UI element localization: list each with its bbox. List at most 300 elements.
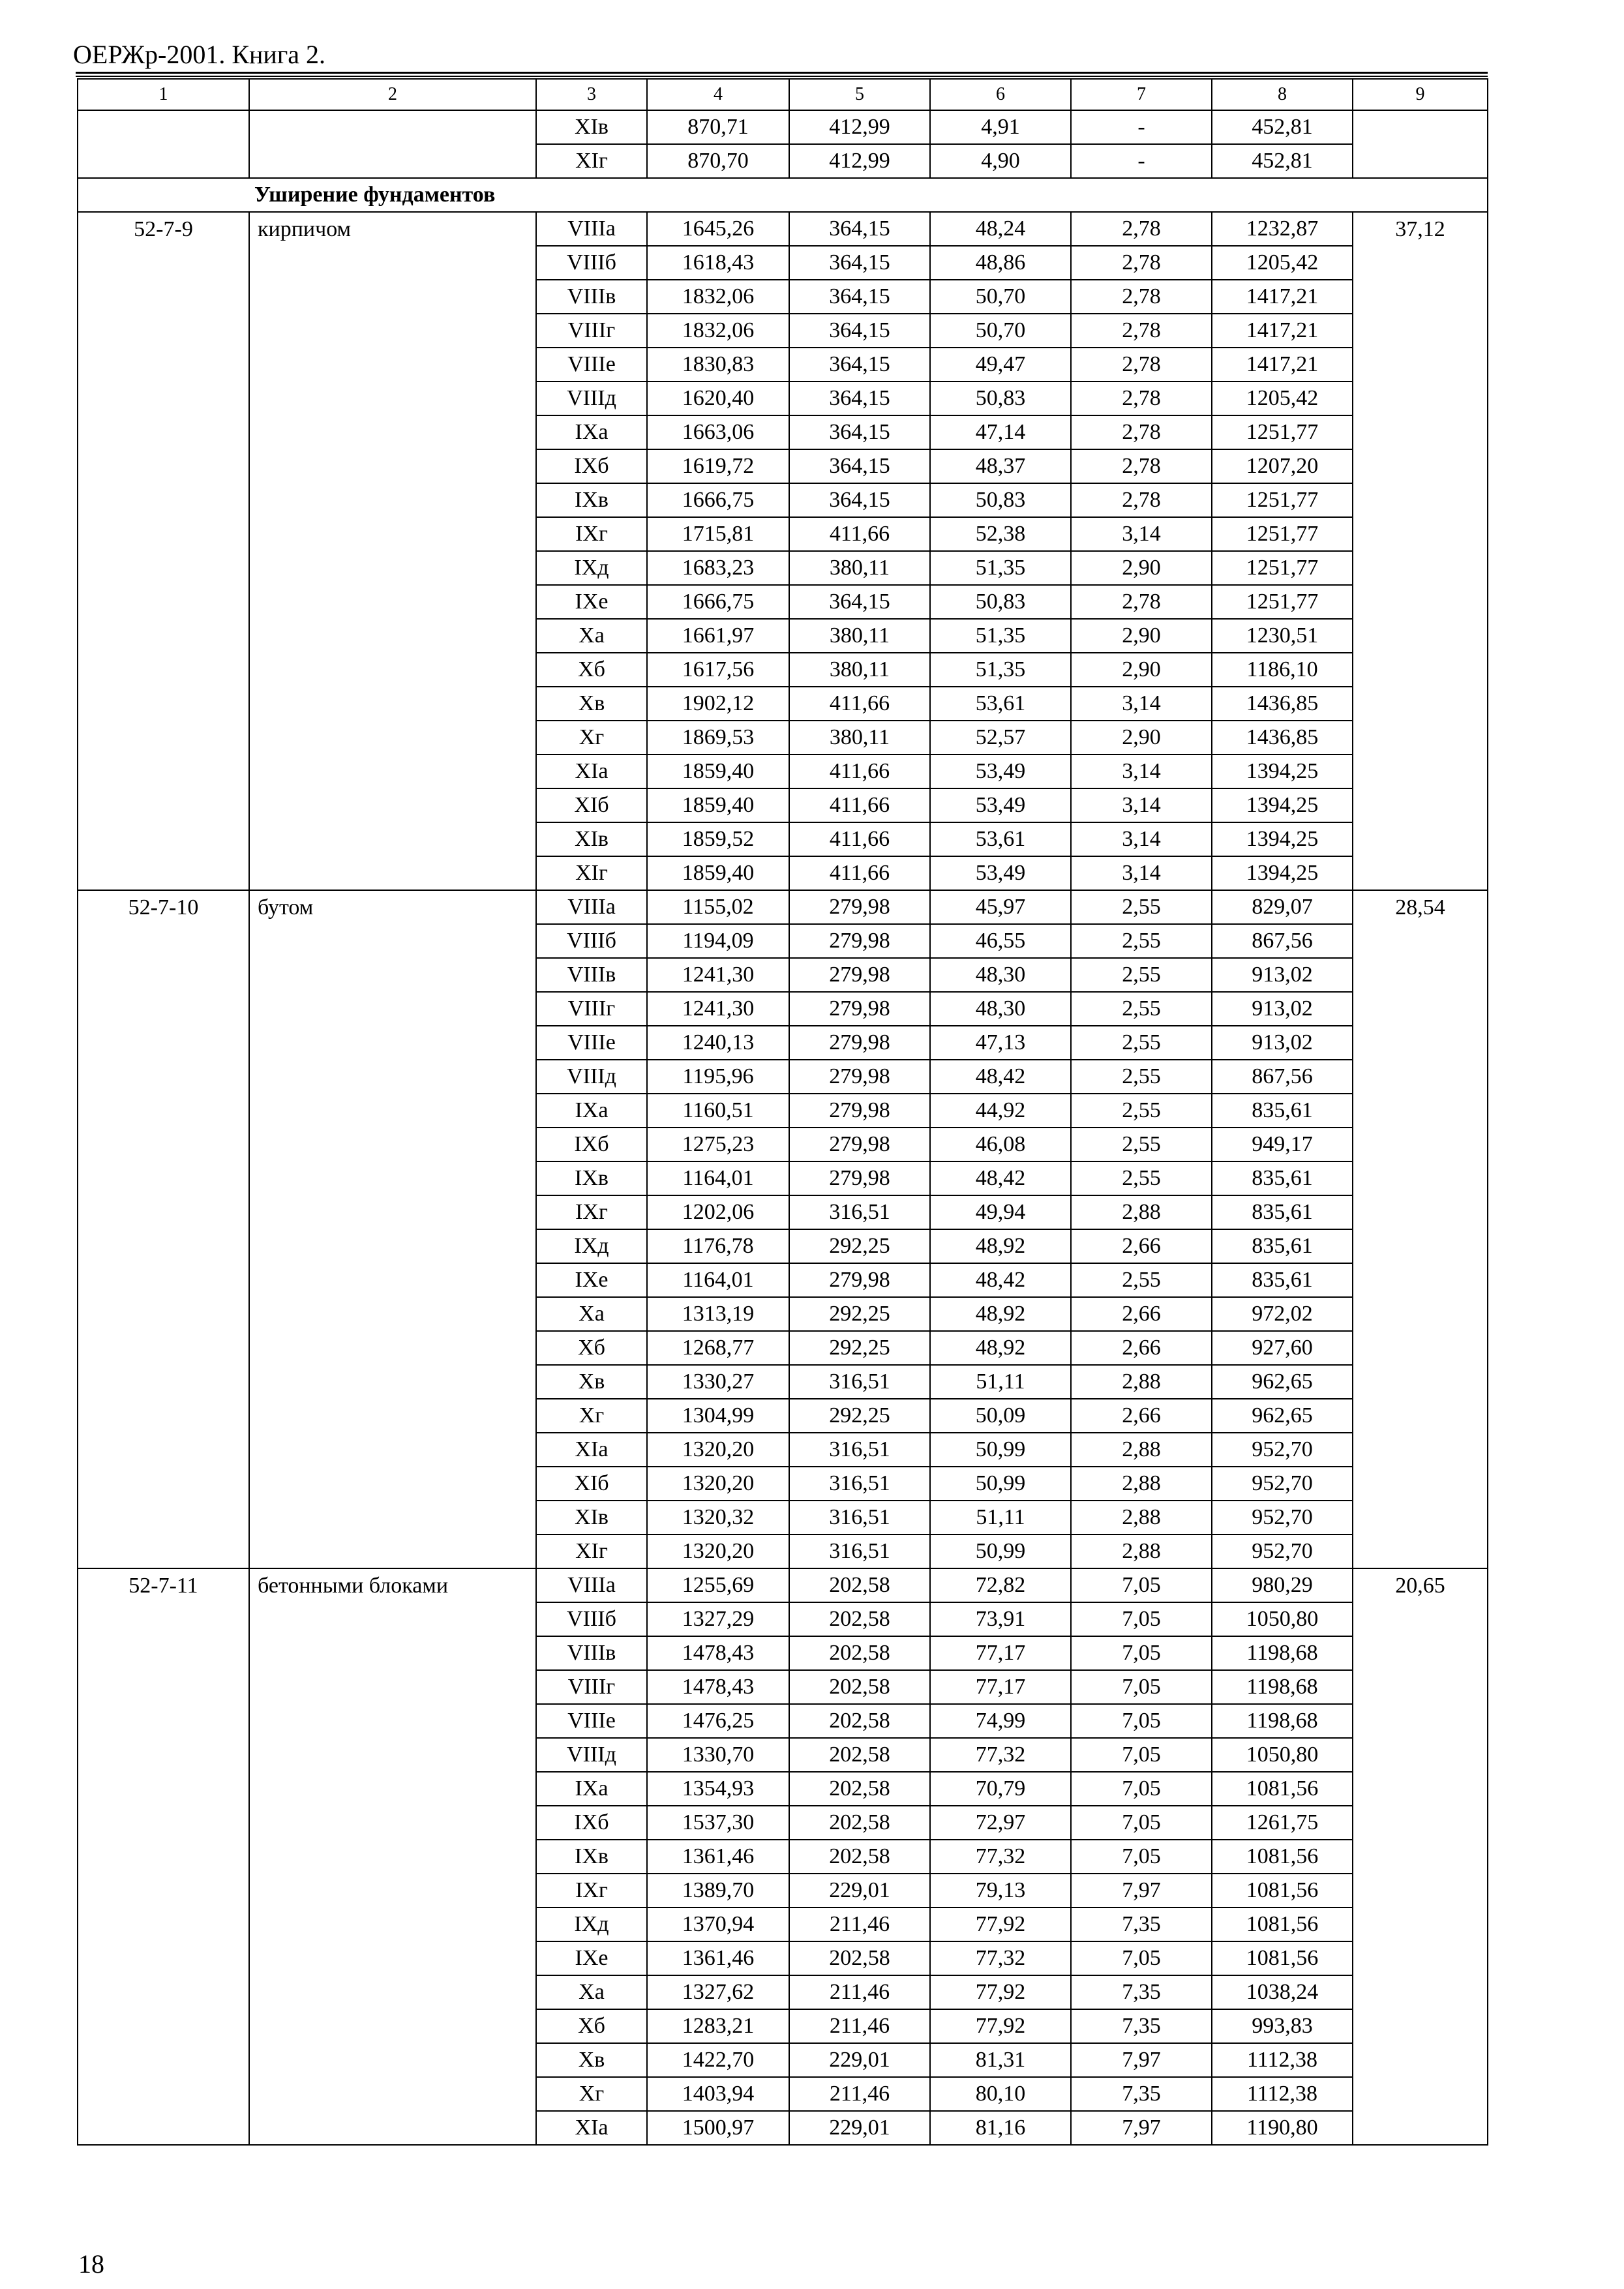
resource-code-cell: IXд <box>536 1229 647 1263</box>
materials-cost-cell: 1394,25 <box>1212 788 1353 822</box>
resource-code-cell: Xв <box>536 687 647 721</box>
driver-wages-cell: 7,05 <box>1071 1772 1212 1806</box>
total-cost-cell: 1194,09 <box>647 924 789 958</box>
table-row <box>78 110 1488 144</box>
resource-code-cell: IXб <box>536 449 647 483</box>
materials-cost-cell: 1198,68 <box>1212 1636 1353 1670</box>
total-cost-cell: 1255,69 <box>647 1568 789 1602</box>
machine-cost-cell: 77,92 <box>930 1908 1071 1941</box>
labor-cost-cell: 211,46 <box>789 1908 930 1941</box>
resource-code-cell: XIа <box>536 1433 647 1467</box>
materials-cost-cell: 1205,42 <box>1212 246 1353 280</box>
resource-code-cell: IXа <box>536 1772 647 1806</box>
labor-cost-cell: 411,66 <box>789 517 930 551</box>
labor-cost-cell: 411,66 <box>789 788 930 822</box>
driver-wages-cell: 2,78 <box>1071 280 1212 314</box>
driver-wages-cell: 7,05 <box>1071 1840 1212 1874</box>
machine-cost-cell: 46,55 <box>930 924 1071 958</box>
column-number-9: 9 <box>1353 79 1488 110</box>
labor-cost-cell: 279,98 <box>789 1161 930 1195</box>
labor-cost-cell: 279,98 <box>789 958 930 992</box>
driver-wages-cell: 7,05 <box>1071 1636 1212 1670</box>
driver-wages-cell: 7,97 <box>1071 2043 1212 2077</box>
labor-cost-cell: 202,58 <box>789 1941 930 1975</box>
total-cost-cell: 1320,20 <box>647 1433 789 1467</box>
resource-code-cell: VIIIв <box>536 958 647 992</box>
machine-cost-cell: 80,10 <box>930 2077 1071 2111</box>
driver-wages-cell: 2,88 <box>1071 1534 1212 1568</box>
work-name: бутом <box>249 890 536 1568</box>
total-cost-cell: 1403,94 <box>647 2077 789 2111</box>
machine-cost-cell: 47,13 <box>930 1026 1071 1060</box>
resource-code-cell: IXв <box>536 483 647 517</box>
resource-code-cell: XIб <box>536 1467 647 1501</box>
materials-cost-cell: 952,70 <box>1212 1501 1353 1534</box>
driver-wages-cell: 2,88 <box>1071 1195 1212 1229</box>
labor-cost-cell: 380,11 <box>789 653 930 687</box>
resource-code-cell: VIIIе <box>536 1704 647 1738</box>
resource-code-cell: Xа <box>536 1297 647 1331</box>
driver-wages-cell: 7,05 <box>1071 1738 1212 1772</box>
total-cost-cell: 1176,78 <box>647 1229 789 1263</box>
name-cell-empty <box>249 110 536 178</box>
materials-cost-cell: 1050,80 <box>1212 1738 1353 1772</box>
resource-code-cell: XIб <box>536 788 647 822</box>
machine-cost-cell: 47,14 <box>930 415 1071 449</box>
materials-cost-cell: 1112,38 <box>1212 2077 1353 2111</box>
labor-cost-cell: 316,51 <box>789 1501 930 1534</box>
machine-cost-cell: 50,70 <box>930 314 1071 348</box>
machine-cost-cell: 51,35 <box>930 551 1071 585</box>
machine-cost-cell: 48,42 <box>930 1060 1071 1094</box>
materials-cost-cell: 952,70 <box>1212 1534 1353 1568</box>
machine-cost-cell: 51,35 <box>930 619 1071 653</box>
driver-wages-cell: 2,90 <box>1071 551 1212 585</box>
machine-cost-cell: 77,32 <box>930 1941 1071 1975</box>
machine-cost-cell: 77,17 <box>930 1670 1071 1704</box>
materials-cost-cell: 1198,68 <box>1212 1670 1353 1704</box>
driver-wages-cell: 2,55 <box>1071 992 1212 1026</box>
materials-cost-cell: 913,02 <box>1212 992 1353 1026</box>
machine-cost-cell: 50,99 <box>930 1467 1071 1501</box>
resource-code-cell: VIIIг <box>536 314 647 348</box>
materials-cost-cell: 835,61 <box>1212 1195 1353 1229</box>
total-cost-cell: 1859,40 <box>647 856 789 890</box>
driver-wages-cell: 7,35 <box>1071 2009 1212 2043</box>
resource-code-cell: Xв <box>536 1365 647 1399</box>
labor-cost-cell: 316,51 <box>789 1534 930 1568</box>
machine-cost-cell: 49,47 <box>930 348 1071 382</box>
driver-wages-cell: 2,55 <box>1071 1026 1212 1060</box>
driver-wages-cell: 2,55 <box>1071 958 1212 992</box>
machine-cost-cell: 50,83 <box>930 585 1071 619</box>
materials-cost-cell: 1251,77 <box>1212 415 1353 449</box>
page-header: ОЕРЖр-2001. Книга 2. <box>73 40 325 69</box>
total-cost-cell: 1618,43 <box>647 246 789 280</box>
machine-cost-cell: 50,83 <box>930 483 1071 517</box>
materials-cost-cell: 1436,85 <box>1212 721 1353 755</box>
machine-cost-cell: 77,17 <box>930 1636 1071 1670</box>
materials-cost-cell: 980,29 <box>1212 1568 1353 1602</box>
driver-wages-cell: 7,35 <box>1071 2077 1212 2111</box>
driver-wages-cell: - <box>1071 144 1212 178</box>
column-number-row <box>78 79 1488 110</box>
rates-table <box>77 78 1488 2146</box>
total-cost-cell: 1478,43 <box>647 1636 789 1670</box>
driver-wages-cell: 7,35 <box>1071 1975 1212 2009</box>
total-cost-cell: 1476,25 <box>647 1704 789 1738</box>
materials-cost-cell: 993,83 <box>1212 2009 1353 2043</box>
total-cost-cell: 870,70 <box>647 144 789 178</box>
labor-cost-cell: 412,99 <box>789 110 930 144</box>
driver-wages-cell: 7,05 <box>1071 1941 1212 1975</box>
labor-cost-cell: 292,25 <box>789 1331 930 1365</box>
column-number-6: 6 <box>930 79 1071 110</box>
machine-cost-cell: 50,83 <box>930 382 1071 415</box>
total-cost-cell: 870,71 <box>647 110 789 144</box>
driver-wages-cell: 2,66 <box>1071 1331 1212 1365</box>
materials-cost-cell: 1038,24 <box>1212 1975 1353 2009</box>
section-row <box>78 178 1488 212</box>
total-cost-cell: 1619,72 <box>647 449 789 483</box>
labor-cost-cell: 364,15 <box>789 483 930 517</box>
machine-cost-cell: 51,11 <box>930 1365 1071 1399</box>
driver-wages-cell: 2,66 <box>1071 1229 1212 1263</box>
labor-cost-cell: 292,25 <box>789 1399 930 1433</box>
materials-cost-cell: 1081,56 <box>1212 1941 1353 1975</box>
driver-wages-cell: 3,14 <box>1071 822 1212 856</box>
total-cost-cell: 1902,12 <box>647 687 789 721</box>
labor-cost-cell: 202,58 <box>789 1704 930 1738</box>
machine-cost-cell: 81,31 <box>930 2043 1071 2077</box>
machine-cost-cell: 48,92 <box>930 1229 1071 1263</box>
resource-code-cell: XIв <box>536 822 647 856</box>
materials-cost-cell: 1394,25 <box>1212 822 1353 856</box>
resource-code-cell: Xа <box>536 619 647 653</box>
materials-cost-cell: 835,61 <box>1212 1263 1353 1297</box>
labor-cost-cell: 292,25 <box>789 1297 930 1331</box>
resource-code-cell: VIIIа <box>536 1568 647 1602</box>
total-cost-cell: 1313,19 <box>647 1297 789 1331</box>
driver-wages-cell: 2,88 <box>1071 1365 1212 1399</box>
page-number: 18 <box>78 2249 104 2279</box>
materials-cost-cell: 1417,21 <box>1212 280 1353 314</box>
driver-wages-cell: 2,78 <box>1071 382 1212 415</box>
resource-code-cell: VIIIе <box>536 348 647 382</box>
resource-code-cell: VIIIе <box>536 1026 647 1060</box>
driver-wages-cell: 2,55 <box>1071 1060 1212 1094</box>
labor-cost-cell: 380,11 <box>789 721 930 755</box>
labor-cost-cell: 364,15 <box>789 415 930 449</box>
driver-wages-cell: 2,66 <box>1071 1399 1212 1433</box>
resource-code-cell: VIIIа <box>536 212 647 246</box>
labor-cost-cell: 202,58 <box>789 1738 930 1772</box>
labor-cost-cell: 316,51 <box>789 1467 930 1501</box>
machine-cost-cell: 48,92 <box>930 1331 1071 1365</box>
total-cost-cell: 1389,70 <box>647 1874 789 1908</box>
column-number-4: 4 <box>647 79 789 110</box>
machine-cost-cell: 4,90 <box>930 144 1071 178</box>
total-cost-cell: 1620,40 <box>647 382 789 415</box>
labor-cost-cell: 380,11 <box>789 619 930 653</box>
total-cost-cell: 1617,56 <box>647 653 789 687</box>
machine-cost-cell: 51,35 <box>930 653 1071 687</box>
resource-code-cell: IXа <box>536 1094 647 1128</box>
labor-cost-cell: 202,58 <box>789 1602 930 1636</box>
labor-cost-cell: 279,98 <box>789 1060 930 1094</box>
total-cost-cell: 1241,30 <box>647 992 789 1026</box>
materials-cost-cell: 952,70 <box>1212 1467 1353 1501</box>
total-cost-cell: 1164,01 <box>647 1161 789 1195</box>
labor-cost-cell: 364,15 <box>789 382 930 415</box>
resource-code-cell: Xг <box>536 1399 647 1433</box>
resource-code-cell: IXб <box>536 1806 647 1840</box>
total-cost-cell: 1240,13 <box>647 1026 789 1060</box>
resource-code-cell: Xб <box>536 1331 647 1365</box>
machine-cost-cell: 53,49 <box>930 856 1071 890</box>
labor-cost-cell: 412,99 <box>789 144 930 178</box>
labor-cost-cell: 364,15 <box>789 348 930 382</box>
machine-cost-cell: 72,82 <box>930 1568 1071 1602</box>
driver-wages-cell: 2,78 <box>1071 415 1212 449</box>
materials-cost-cell: 1081,56 <box>1212 1908 1353 1941</box>
resource-code-cell: VIIIб <box>536 924 647 958</box>
materials-cost-cell: 1394,25 <box>1212 856 1353 890</box>
total-cost-cell: 1832,06 <box>647 280 789 314</box>
driver-wages-cell: 3,14 <box>1071 687 1212 721</box>
labor-cost-cell: 316,51 <box>789 1195 930 1229</box>
labor-cost-cell: 411,66 <box>789 687 930 721</box>
driver-wages-cell: 2,90 <box>1071 619 1212 653</box>
resource-code-cell: Xб <box>536 653 647 687</box>
rate-code: 52-7-10 <box>78 890 249 1568</box>
labor-cost-cell: 364,15 <box>789 246 930 280</box>
resource-code-cell: IXг <box>536 1874 647 1908</box>
machine-cost-cell: 48,92 <box>930 1297 1071 1331</box>
materials-cost-cell: 1190,80 <box>1212 2111 1353 2145</box>
labor-cost-cell: 202,58 <box>789 1806 930 1840</box>
driver-wages-cell: 3,14 <box>1071 856 1212 890</box>
total-cost-cell: 1666,75 <box>647 585 789 619</box>
labor-cost-cell: 202,58 <box>789 1772 930 1806</box>
driver-wages-cell: 7,05 <box>1071 1670 1212 1704</box>
driver-wages-cell: 2,78 <box>1071 212 1212 246</box>
machine-cost-cell: 70,79 <box>930 1772 1071 1806</box>
materials-cost-cell: 1251,77 <box>1212 483 1353 517</box>
labor-cost-cell: 279,98 <box>789 1263 930 1297</box>
driver-wages-cell: 7,35 <box>1071 1908 1212 1941</box>
resource-code-cell: VIIIг <box>536 1670 647 1704</box>
machine-cost-cell: 48,86 <box>930 246 1071 280</box>
materials-cost-cell: 1050,80 <box>1212 1602 1353 1636</box>
total-cost-cell: 1320,20 <box>647 1467 789 1501</box>
resource-code-cell: IXв <box>536 1161 647 1195</box>
resource-code-cell: IXг <box>536 1195 647 1229</box>
materials-cost-cell: 867,56 <box>1212 1060 1353 1094</box>
rate-code: 52-7-11 <box>78 1568 249 2145</box>
driver-wages-cell: 2,88 <box>1071 1501 1212 1534</box>
driver-wages-cell: 2,78 <box>1071 483 1212 517</box>
labor-cost-cell: 211,46 <box>789 1975 930 2009</box>
machine-cost-cell: 81,16 <box>930 2111 1071 2145</box>
driver-wages-cell: 7,05 <box>1071 1806 1212 1840</box>
driver-wages-cell: 7,05 <box>1071 1602 1212 1636</box>
column-number-1: 1 <box>78 79 249 110</box>
materials-cost-cell: 972,02 <box>1212 1297 1353 1331</box>
driver-wages-cell: 2,90 <box>1071 721 1212 755</box>
machine-cost-cell: 48,30 <box>930 992 1071 1026</box>
header-rule-thin <box>76 76 1488 77</box>
total-cost-cell: 1645,26 <box>647 212 789 246</box>
machine-cost-cell: 73,91 <box>930 1602 1071 1636</box>
driver-wages-cell: 7,05 <box>1071 1704 1212 1738</box>
labor-cost-cell: 364,15 <box>789 280 930 314</box>
labor-cost-cell: 279,98 <box>789 1128 930 1161</box>
labor-cost-cell: 211,46 <box>789 2077 930 2111</box>
materials-cost-cell: 962,65 <box>1212 1399 1353 1433</box>
driver-wages-cell: 7,97 <box>1071 1874 1212 1908</box>
resource-code-cell: VIIIг <box>536 992 647 1026</box>
resource-code-cell: VIIIб <box>536 1602 647 1636</box>
total-cost-cell: 1859,40 <box>647 755 789 788</box>
labor-cost-cell: 279,98 <box>789 1094 930 1128</box>
driver-wages-cell: 2,78 <box>1071 585 1212 619</box>
total-cost-cell: 1361,46 <box>647 1941 789 1975</box>
driver-wages-cell: 3,14 <box>1071 755 1212 788</box>
resource-code-cell: IXб <box>536 1128 647 1161</box>
total-cost-cell: 1268,77 <box>647 1331 789 1365</box>
total-cost-cell: 1327,29 <box>647 1602 789 1636</box>
machine-cost-cell: 53,49 <box>930 788 1071 822</box>
machine-cost-cell: 50,99 <box>930 1433 1071 1467</box>
section-title: Уширение фундаментов <box>78 178 1488 212</box>
labor-cost-cell: 229,01 <box>789 2043 930 2077</box>
total-cost-cell: 1830,83 <box>647 348 789 382</box>
code-cell-empty <box>78 110 249 178</box>
driver-wages-cell: 2,88 <box>1071 1467 1212 1501</box>
materials-cost-cell: 1417,21 <box>1212 348 1353 382</box>
column-number-7: 7 <box>1071 79 1212 110</box>
materials-cost-cell: 835,61 <box>1212 1161 1353 1195</box>
total-cost-cell: 1869,53 <box>647 721 789 755</box>
labor-cost-cell: 364,15 <box>789 212 930 246</box>
materials-cost-cell: 867,56 <box>1212 924 1353 958</box>
materials-cost-cell: 1261,75 <box>1212 1806 1353 1840</box>
labor-cost-cell: 364,15 <box>789 449 930 483</box>
machine-cost-cell: 52,38 <box>930 517 1071 551</box>
machine-cost-cell: 48,42 <box>930 1161 1071 1195</box>
materials-cost-cell: 1081,56 <box>1212 1840 1353 1874</box>
driver-wages-cell: 7,97 <box>1071 2111 1212 2145</box>
machine-cost-cell: 50,99 <box>930 1534 1071 1568</box>
machine-cost-cell: 53,49 <box>930 755 1071 788</box>
total-cost-cell: 1666,75 <box>647 483 789 517</box>
total-cost-cell: 1327,62 <box>647 1975 789 2009</box>
driver-wages-cell: 2,88 <box>1071 1433 1212 1467</box>
resource-code-cell: XIа <box>536 755 647 788</box>
resource-code-cell: Xв <box>536 2043 647 2077</box>
resource-code-cell: Xа <box>536 1975 647 2009</box>
total-cost-cell: 1715,81 <box>647 517 789 551</box>
driver-wages-cell: 2,55 <box>1071 1263 1212 1297</box>
table-body <box>78 110 1488 2145</box>
total-cost-cell: 1160,51 <box>647 1094 789 1128</box>
machine-cost-cell: 53,61 <box>930 687 1071 721</box>
machine-cost-cell: 77,92 <box>930 1975 1071 2009</box>
labor-cost-cell: 316,51 <box>789 1365 930 1399</box>
machine-cost-cell: 77,92 <box>930 2009 1071 2043</box>
materials-cost-cell: 1112,38 <box>1212 2043 1353 2077</box>
labor-cost-cell: 202,58 <box>789 1840 930 1874</box>
resource-code-cell: Xб <box>536 2009 647 2043</box>
materials-cost-cell: 949,17 <box>1212 1128 1353 1161</box>
labor-cost-cell: 364,15 <box>789 585 930 619</box>
labor-cost-cell: 229,01 <box>789 1874 930 1908</box>
resource-code-cell: XIг <box>536 144 647 178</box>
column-number-8: 8 <box>1212 79 1353 110</box>
materials-cost-cell: 1232,87 <box>1212 212 1353 246</box>
materials-cost-cell: 1198,68 <box>1212 1704 1353 1738</box>
resource-code-cell: XIв <box>536 110 647 144</box>
total-cost-cell: 1663,06 <box>647 415 789 449</box>
total-cost-cell: 1661,97 <box>647 619 789 653</box>
driver-wages-cell: 2,55 <box>1071 1161 1212 1195</box>
machine-cost-cell: 52,57 <box>930 721 1071 755</box>
driver-wages-cell: 2,78 <box>1071 314 1212 348</box>
materials-cost-cell: 1230,51 <box>1212 619 1353 653</box>
labor-cost-cell: 202,58 <box>789 1568 930 1602</box>
driver-wages-cell: 2,55 <box>1071 1128 1212 1161</box>
materials-cost-cell: 1251,77 <box>1212 585 1353 619</box>
total-cost-cell: 1370,94 <box>647 1908 789 1941</box>
labor-cost-cell: 316,51 <box>789 1433 930 1467</box>
labor-cost-cell: 411,66 <box>789 856 930 890</box>
labor-cost-cell: 202,58 <box>789 1670 930 1704</box>
total-cost-cell: 1320,32 <box>647 1501 789 1534</box>
total-cost-cell: 1283,21 <box>647 2009 789 2043</box>
labor-hours: 28,54 <box>1353 890 1488 1568</box>
total-cost-cell: 1354,93 <box>647 1772 789 1806</box>
total-cost-cell: 1330,27 <box>647 1365 789 1399</box>
labor-cost-cell: 279,98 <box>789 992 930 1026</box>
work-name: бетонными блоками <box>249 1568 536 2145</box>
total-cost-cell: 1164,01 <box>647 1263 789 1297</box>
machine-cost-cell: 74,99 <box>930 1704 1071 1738</box>
rate-code: 52-7-9 <box>78 212 249 890</box>
labor-hours: 20,65 <box>1353 1568 1488 2145</box>
materials-cost-cell: 1251,77 <box>1212 517 1353 551</box>
total-cost-cell: 1275,23 <box>647 1128 789 1161</box>
resource-code-cell: IXе <box>536 585 647 619</box>
labor-cost-cell: 211,46 <box>789 2009 930 2043</box>
materials-cost-cell: 952,70 <box>1212 1433 1353 1467</box>
materials-cost-cell: 962,65 <box>1212 1365 1353 1399</box>
machine-cost-cell: 77,32 <box>930 1840 1071 1874</box>
driver-wages-cell: 2,55 <box>1071 924 1212 958</box>
driver-wages-cell: 2,55 <box>1071 890 1212 924</box>
total-cost-cell: 1478,43 <box>647 1670 789 1704</box>
machine-cost-cell: 46,08 <box>930 1128 1071 1161</box>
materials-cost-cell: 1081,56 <box>1212 1772 1353 1806</box>
column-number-2: 2 <box>249 79 536 110</box>
driver-wages-cell: 7,05 <box>1071 1568 1212 1602</box>
total-cost-cell: 1241,30 <box>647 958 789 992</box>
labor-cost-cell: 292,25 <box>789 1229 930 1263</box>
resource-code-cell: VIIIв <box>536 1636 647 1670</box>
materials-cost-cell: 913,02 <box>1212 1026 1353 1060</box>
resource-code-cell: IXд <box>536 551 647 585</box>
labor-cost-cell: 364,15 <box>789 314 930 348</box>
